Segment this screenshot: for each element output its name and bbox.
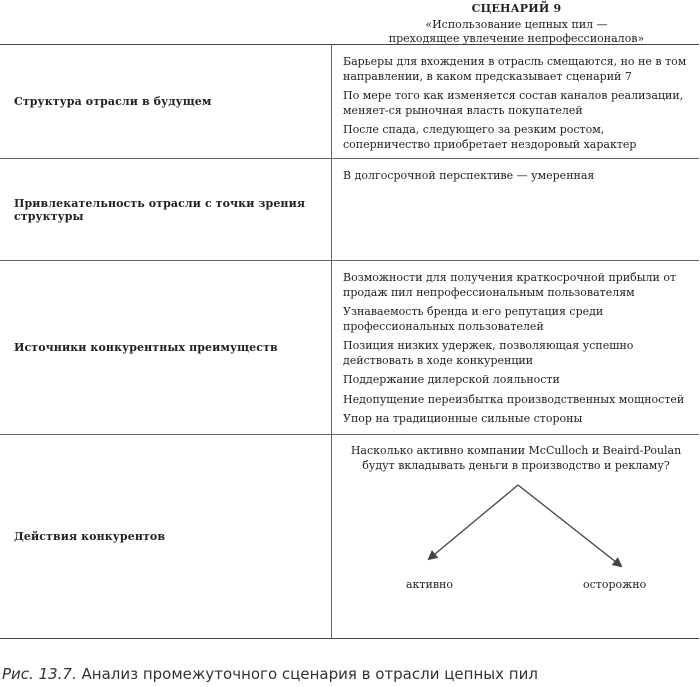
row-label-attractiveness: Привлекательность отрасли с точки зрения структуры [0, 159, 332, 260]
advantage-item: Узнаваемость бренда и его репутация среди профессиональных пользователей [343, 305, 604, 333]
figure-caption-text: Анализ промежуточного сценария в отрасли цепных пил [76, 665, 538, 683]
attractiveness-item: В долгосрочной перспективе — умеренная [343, 169, 595, 182]
scenario-table [0, 44, 699, 639]
structure-item: После спада, следующего за резким ростом, соперничество приобретает нездоровый характер [343, 123, 637, 151]
scenario-name: «Использование цепных пил — преходящее увлечение непрофессионалов» [388, 18, 645, 45]
advantage-item: Упор на традиционные сильные стороны [343, 412, 583, 425]
advantage-item: Поддержание дилерской лояльности [343, 373, 560, 386]
row-content-structure [343, 55, 689, 157]
row-actions [0, 435, 699, 638]
advantage-item: Недопущение переизбытка производственных мощностей [343, 392, 685, 406]
scenario-header [333, 2, 700, 46]
figure-ref: Рис. 13.7. [2, 665, 77, 683]
row-content-advantages [343, 271, 689, 432]
row-label-structure: Структура отрасли в будущем [0, 45, 332, 158]
row-label-actions: Действия конкурентов [0, 435, 332, 638]
structure-item: По мере того как изменяется состав каналов реализации, меняет-ся рыночная власть покупателей [343, 89, 684, 117]
scenario-label: СЦЕНАРИЙ 9 [471, 2, 562, 15]
decision-branch-arrows [333, 435, 699, 638]
row-attractiveness [0, 159, 699, 261]
structure-item: Барьеры для вхождения в отрасль смещаются, но не в том направлении, в каком предсказывает сценарий 7 [343, 55, 687, 83]
branch-label-cautious: осторожно [583, 578, 647, 591]
row-content-attractiveness [343, 169, 689, 189]
figure-caption [2, 665, 538, 683]
advantage-item: Позиция низких удержек, позволяющая успешно действовать в ходе конкуренции [343, 339, 634, 367]
branch-label-active: активно [406, 578, 453, 591]
row-structure [0, 45, 699, 159]
actions-question: Насколько активно компании McCulloch и Beaird-Poulan будут вкладывать деньги в производство и рекламу? [350, 444, 682, 472]
arrow-right [518, 485, 621, 566]
arrow-left [429, 485, 518, 559]
row-label-advantages: Источники конкурентных преимуществ [0, 261, 332, 434]
row-advantages [0, 261, 699, 435]
advantage-item: Возможности для получения краткосрочной прибыли от продаж пил непрофессиональным пользователям [343, 271, 677, 299]
